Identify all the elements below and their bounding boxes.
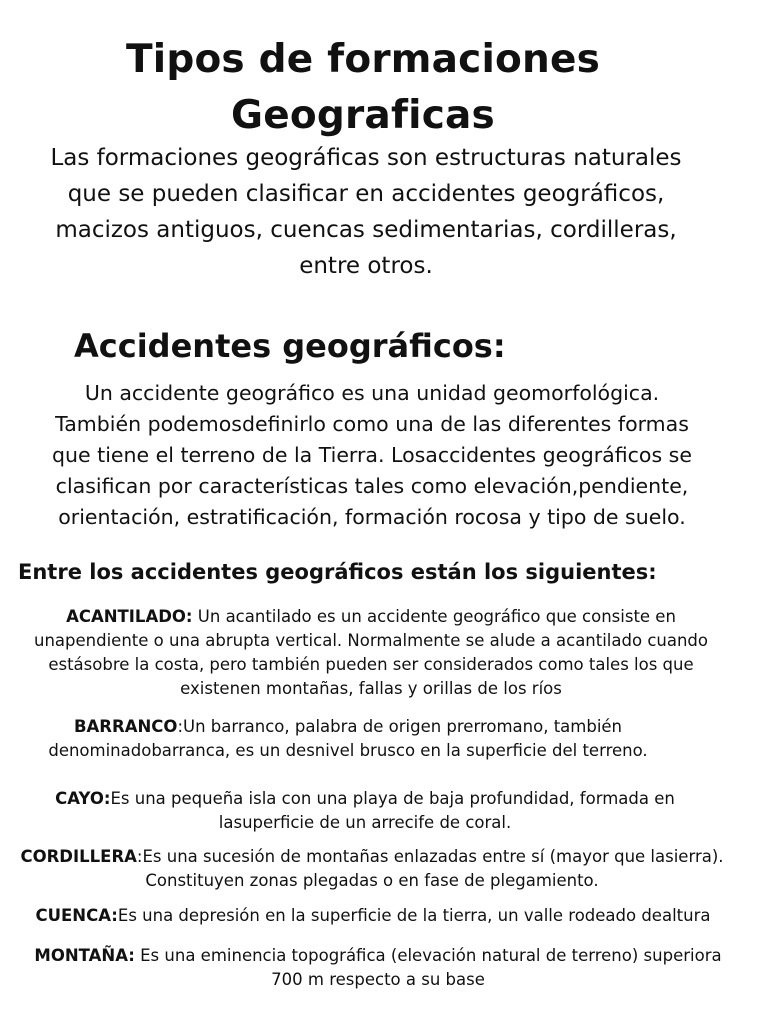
definition-line: unapendiente o una abrupta vertical. Normalmente se alude a acantilado cuando	[34, 631, 708, 650]
definition-text: :Es una sucesión de montañas enlazadas entre sí (mayor que lasierra).	[136, 847, 724, 866]
definition-text: :Un barranco, palabra de origen prerromano, también	[177, 717, 623, 736]
intro-line: macizos antiguos, cuencas sedimentarias, cordilleras,	[55, 217, 677, 243]
section-line: Un accidente geográfico es una unidad geomorfológica.	[84, 381, 660, 405]
definition-term: ACANTILADO:	[66, 607, 193, 626]
intro-line: entre otros.	[299, 253, 433, 279]
intro-line: Las formaciones geográficas son estructuras naturales	[50, 145, 682, 171]
definition-cordillera	[4, 845, 740, 893]
definition-line: denominadobarranca, es un desnivel brusco en la superficie del terreno.	[48, 741, 648, 760]
definition-term: CAYO:	[55, 789, 111, 808]
definition-line	[18, 715, 678, 739]
section-paragraph	[20, 378, 724, 533]
definition-barranco	[18, 715, 678, 763]
definition-term: MONTAÑA:	[34, 946, 135, 965]
definition-text: Es una eminencia topográfica (elevación natural de terreno) superiora	[134, 946, 722, 965]
definition-line: estásobre la costa, pero también pueden ser considerados como tales los que	[48, 655, 694, 674]
definition-line	[8, 605, 734, 629]
definition-line: 700 m respecto a su base	[271, 970, 485, 989]
definition-term: CUENCA:	[35, 906, 118, 925]
definition-line: lasuperficie de un arrecife de coral.	[218, 813, 512, 832]
page-title-line-1: Tipos de formaciones	[125, 37, 601, 82]
definition-text: Es una pequeña isla con una playa de baja profundidad, formada en	[110, 789, 675, 808]
section-line: También podemosdefinirlo como una de las diferentes formas	[55, 412, 689, 436]
definition-term: BARRANCO	[73, 717, 178, 736]
definition-term: CORDILLERA	[20, 847, 137, 866]
section-line: orientación, estratificación, formación rocosa y tipo de suelo.	[58, 505, 686, 529]
definition-line	[8, 904, 738, 928]
definition-line: Constituyen zonas plegadas o en fase de plegamiento.	[145, 871, 599, 890]
definition-line	[20, 787, 710, 811]
section-line: clasifican por características tales como elevación,pendiente,	[55, 474, 689, 498]
definition-line	[8, 944, 748, 968]
definition-text: Un acantilado es un accidente geográfico que consiste en	[192, 607, 676, 626]
intro-line: que se pueden clasificar en accidentes geográficos,	[67, 181, 665, 207]
page-title	[60, 32, 666, 144]
definition-montana	[8, 944, 748, 992]
definition-cuenca	[8, 904, 738, 928]
definition-line: existenen montañas, fallas y orillas de los ríos	[180, 679, 562, 698]
definition-acantilado	[8, 605, 734, 701]
definition-cayo	[20, 787, 710, 835]
section-heading: Accidentes geográficos:	[74, 327, 506, 365]
intro-paragraph	[20, 140, 712, 284]
list-heading: Entre los accidentes geográficos están los siguientes:	[18, 560, 657, 584]
definition-text: Es una depresión en la superficie de la tierra, un valle rodeado dealtura	[117, 906, 711, 925]
page-title-line-2: Geograficas	[231, 93, 495, 138]
definition-line	[4, 845, 740, 869]
section-line: que tiene el terreno de la Tierra. Losaccidentes geográficos se	[52, 443, 692, 467]
